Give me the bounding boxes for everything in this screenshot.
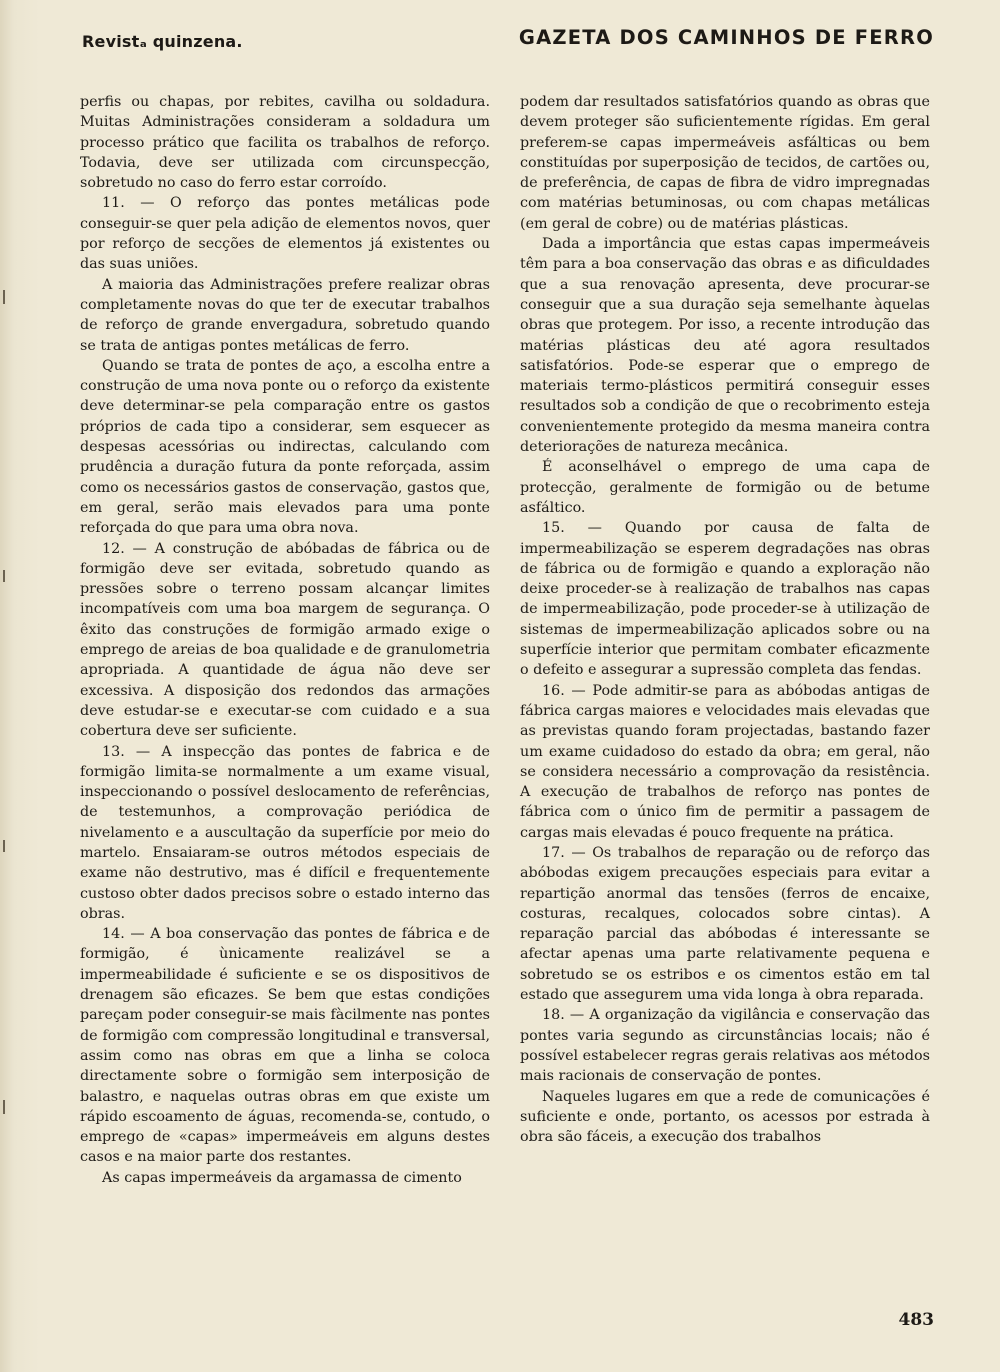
- paragraph: 15. — Quando por causa de falta de impermeabilização se esperem degradações nas obras de fábrica ou de formigão e quando a exploração não deixe proceder-se à realização de trabalhos nas capas de impermeabilização, pode proceder-se à utilização de sistemas de impermeabilização aplicados sobre ou na superfície interior que permitam combater eficazmente o defeito e assegurar a supressão completa das fendas.: [520, 520, 930, 679]
- paragraph: As capas impermeáveis da argamassa de cimento: [102, 1169, 462, 1186]
- paragraph: perfis ou chapas, por rebites, cavilha ou soldadura. Muitas Administrações consideram a soldadura um processo prático que facilita os trabalhos de reforço. Todavia, deve ser utilizada com circunspecção, sobretudo no caso do ferro estar corroído.: [80, 94, 490, 192]
- header-journal-title: GAZETA DOS CAMINHOS DE FERRO: [518, 26, 934, 49]
- paragraph: 18. — A organização da vigilância e conservação das pontes varia segundo as circunstâncias locais; não é possível estabelecer regras gerais relativas aos métodos mais racionais de conservação de pontes.: [520, 1007, 931, 1085]
- paragraph: Naqueles lugares em que a rede de comunicações é suficiente e onde, portanto, os acessos por estrada à obra são fáceis, a execução dos trabalhos: [520, 1088, 930, 1146]
- page-header: [82, 26, 934, 54]
- right-column: [520, 92, 930, 1147]
- header-publication-frequency: Revistₐ quinzena.: [82, 32, 243, 51]
- paragraph: Quando se trata de pontes de aço, a escolha entre a construção de uma nova ponte ou o reforço da existente deve determinar-se pela comparação entre os gastos próprios de cada tipo a considerar, sem esquecer as despesas acessórias ou indirectas, calculando com prudência a duração futura da ponte reforçada, assim como os necessários gastos de conservação, gastos que, em geral, serão mais elevados para uma ponte reforçada do que para uma obra nova.: [80, 357, 490, 537]
- paragraph: A maioria das Administrações prefere realizar obras completamente novas do que ter de executar trabalhos de reforço de grande envergadura, sobretudo quando se trata de antigas pontes metálicas de ferro.: [80, 276, 490, 354]
- paragraph: 17. — Os trabalhos de reparação ou de reforço das abóbodas exigem precauções especiais para evitar a repartição anormal das tensões (ferros de encaixe, costuras, recalques, colocados sobre cintas). A reparação parcial das abóbodas é interessante se afectar apenas uma parte relativamente pequena e sobretudo se os estribos e os cimentos estão em tal estado que assegurem uma vida longa à obra reparada.: [520, 844, 930, 1004]
- scan-edge-mark: [3, 840, 5, 852]
- paragraph: 12. — A construção de abóbadas de fábrica ou de formigão deve ser evitada, sobretudo quando as pressões sobre o terreno possam alcançar limites incompatíveis com uma boa margem de segurança. O êxito das construções de formigão armado exige o emprego de areias de boa qualidade e de granulometria apropriada. A quantidade de água não deve ser excessiva. A disposição dos redondos das armações deve estudar-se e executar-se com cuidado e a sua cobertura deve ser suficiente.: [80, 540, 490, 740]
- paragraph: É aconselhável o emprego de uma capa de protecção, geralmente de formigão ou de betume asfáltico.: [520, 459, 930, 516]
- paragraph: Dada a importância que estas capas impermeáveis têm para a boa conservação das obras e as dificuldades que a sua renovação apresenta, deve procurar-se conseguir que a sua duração seja semelhante àquelas obras que protegem. Por isso, a recente introdução das matérias plásticas deu até agora resultados satisfatórios. Pode-se esperar que o emprego de materiais termo-plásticos permitirá conseguir esses resultados sob a condição de que o recobrimento esteja convenientemente protegido da mesma maneira contra deteriorações de natureza mecânica.: [520, 236, 930, 456]
- paragraph: 16. — Pode admitir-se para as abóbodas antigas de fábrica cargas maiores e velocidades mais elevadas que as previstas quando foram projectadas, bastando fazer um exame cuidadoso do estado da obra; em geral, não se considera necessário a comprovação da resistência. A execução de trabalhos de reforço nas pontes de fábrica com o único fim de permitir a passagem de cargas mais elevadas é pouco frequente na prática.: [520, 682, 930, 841]
- page-number: 483: [898, 1310, 934, 1330]
- left-column: [80, 92, 490, 1188]
- paragraph: 11. — O reforço das pontes metálicas pode conseguir-se quer pela adição de elementos novos, quer por reforço de secções de elementos já existentes ou das suas uniões.: [80, 195, 490, 273]
- scan-edge-mark: [3, 570, 5, 582]
- scan-edge-mark: [3, 290, 5, 304]
- paragraph: podem dar resultados satisfatórios quando as obras que devem proteger são suficientemente rígidas. Em geral preferem-se capas impermeáveis asfálticas ou bem constituídas por superposição de tecidos, de cartões ou, de preferência, de capas de fibra de vidro impregnadas com matérias betuminosas, ou com chapas metálicas (em geral de cobre) ou de matérias plásticas.: [520, 94, 930, 232]
- paragraph: 13. — A inspecção das pontes de fabrica e de formigão limita-se normalmente a um exame visual, inspeccionando o possível deslocamento de referências, de testemunhos, a comprovação periódica de nivelamento e a auscultação da superfície por meio do martelo. Ensaiaram-se outros métodos especiais de exame não destrutivo, mas é difícil e frequentemente custoso obter dados precisos sobre o estado interno das obras.: [80, 743, 490, 922]
- paragraph: 14. — A boa conservação das pontes de fábrica e de formigão, é ùnicamente realizável se a impermeabilidade é suficiente e se os dispositivos de drenagem são eficazes. Se bem que estas condições pareçam poder conseguir-se mais fàcilmente nas pontes de formigão com compressão longitudinal e transversal, assim como nas obras em que a linha se coloca directamente sobre o formigão sem interposição de balastro, e naquelas outras obras em que existe um rápido escoamento de águas, recomenda-se, contudo, o emprego de «capas» impermeáveis em alguns destes casos e na maior parte dos restantes.: [80, 926, 490, 1166]
- scan-edge-mark: [3, 1100, 5, 1114]
